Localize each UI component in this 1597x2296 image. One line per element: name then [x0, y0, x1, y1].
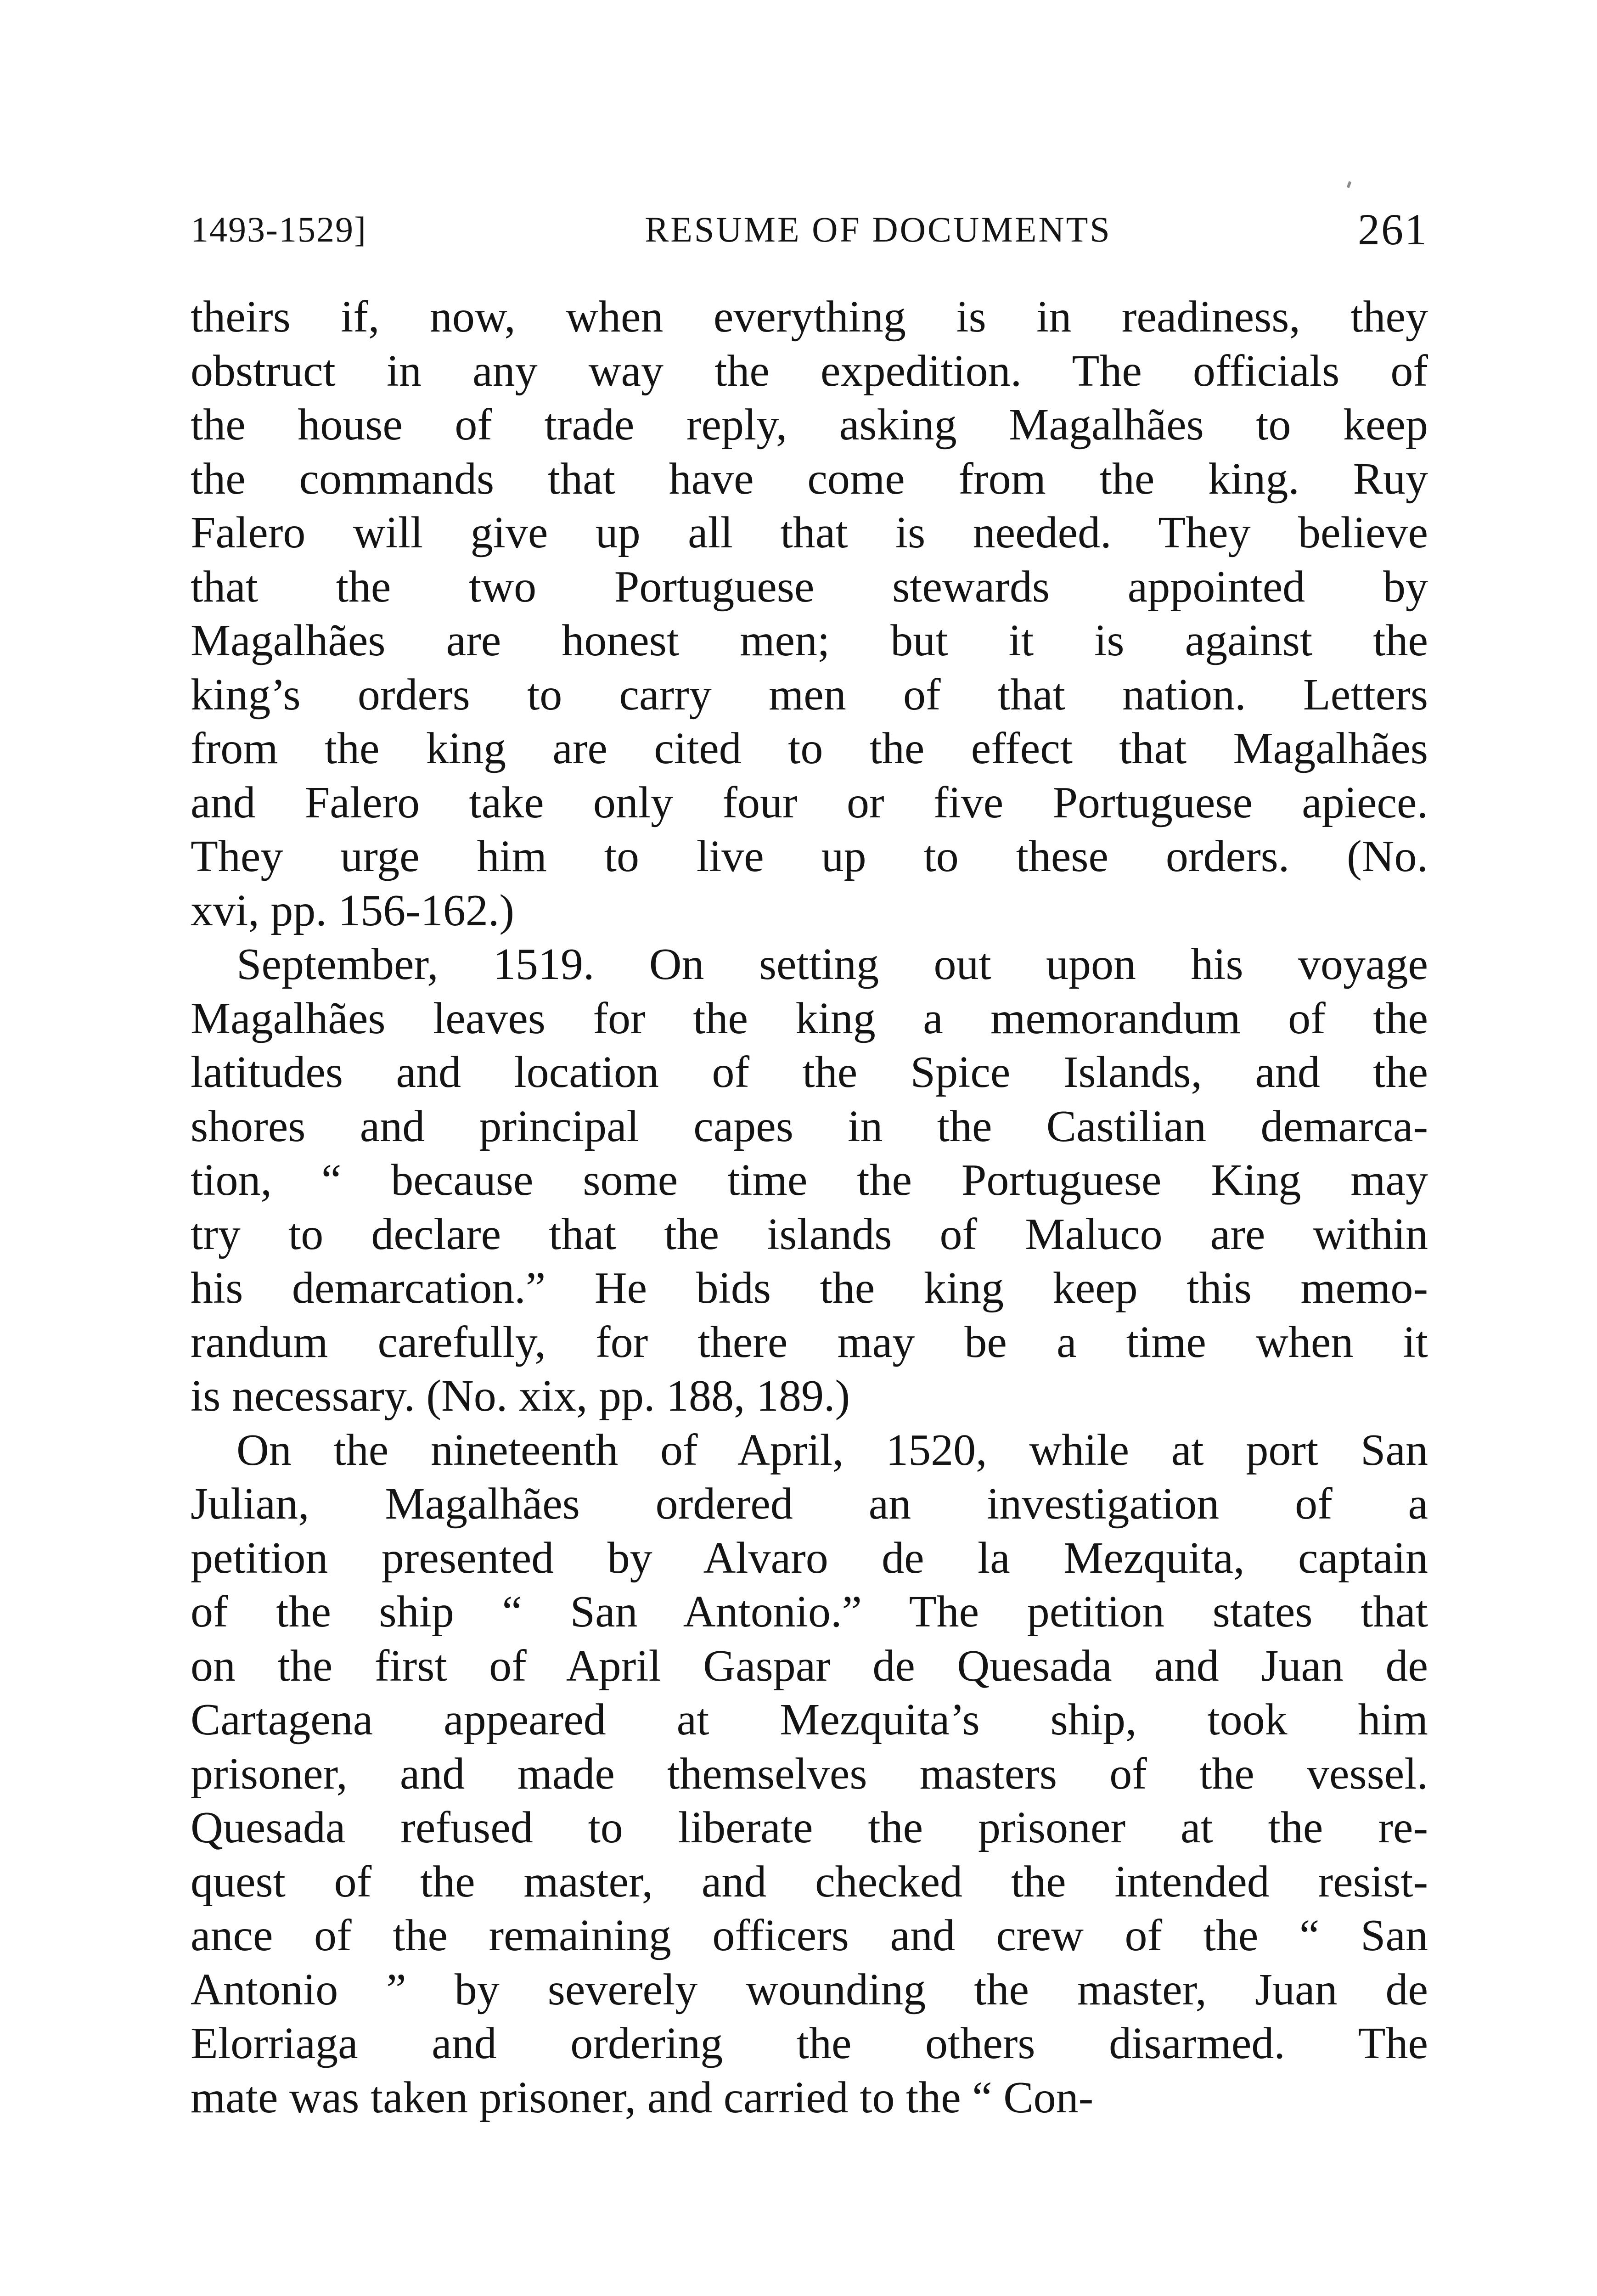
text-line: latitudes and location of the Spice Islands, and the [191, 1047, 1428, 1097]
text-line: his demarcation.” He bids the king keep this memo- [191, 1263, 1428, 1313]
text-line: ance of the remaining officers and crew of the “ San [191, 1911, 1428, 1960]
page-number: 261 [1358, 205, 1428, 254]
text-line: that the two Portuguese stewards appointed by [191, 562, 1428, 612]
text-line: Falero will give up all that is needed. They believe [191, 508, 1428, 557]
text-line: Julian, Magalhães ordered an investigation of a [191, 1479, 1428, 1529]
text-line: Magalhães leaves for the king a memorandum of the [191, 993, 1428, 1043]
running-header [191, 197, 1428, 262]
header-title: RESUME OF DOCUMENTS [645, 209, 1112, 249]
text-line: try to declare that the islands of Maluco are within [191, 1209, 1428, 1259]
text-line: xvi, pp. 156-162.) [191, 885, 514, 935]
header-date-range: 1493-1529] [191, 209, 367, 249]
text-line: and Falero take only four or five Portuguese apiece. [191, 777, 1428, 827]
text-line: On the nineteenth of April, 1520, while at port San [236, 1425, 1428, 1475]
text-line: Quesada refused to liberate the prisoner at the re- [191, 1803, 1428, 1852]
text-line: obstruct in any way the expedition. The officials of [191, 346, 1428, 396]
text-line: Magalhães are honest men; but it is against the [191, 616, 1428, 665]
text-line: the commands that have come from the king. Ruy [191, 454, 1428, 504]
text-line: September, 1519. On setting out upon his voyage [236, 940, 1428, 989]
text-line: the house of trade reply, asking Magalhães to keep [191, 400, 1428, 450]
text-line: tion, “ because some time the Portuguese King may [191, 1155, 1428, 1205]
text-line: of the ship “ San Antonio.” The petition states that [191, 1587, 1428, 1637]
paragraph [191, 938, 1428, 1424]
text-line: king’s orders to carry men of that nation. Letters [191, 670, 1428, 720]
text-line: randum carefully, for there may be a time when it [191, 1317, 1428, 1367]
text-line: theirs if, now, when everything is in readiness, they [191, 292, 1428, 342]
text-line: from the king are cited to the effect that Magalhães [191, 724, 1428, 773]
text-line: petition presented by Alvaro de la Mezquita, captain [191, 1533, 1428, 1583]
text-line: on the first of April Gaspar de Quesada and Juan de [191, 1641, 1428, 1691]
text-line: They urge him to live up to these orders. (No. [191, 832, 1428, 881]
text-line: shores and principal capes in the Castilian demarca- [191, 1101, 1428, 1151]
text-line: is necessary. (No. xix, pp. 188, 189.) [191, 1371, 850, 1421]
stray-mark [1347, 181, 1351, 188]
text-line: quest of the master, and checked the intended resist- [191, 1857, 1428, 1907]
paragraph [191, 1424, 1428, 2125]
text-line: Elorriaga and ordering the others disarmed. The [191, 2019, 1428, 2068]
text-line: prisoner, and made themselves masters of the vessel. [191, 1749, 1428, 1799]
text-line: mate was taken prisoner, and carried to the “ Con- [191, 2072, 1094, 2122]
paragraph [191, 290, 1428, 938]
text-line: Cartagena appeared at Mezquita’s ship, took him [191, 1695, 1428, 1745]
body-text [191, 290, 1428, 2125]
text-line: Antonio ” by severely wounding the master, Juan de [191, 1964, 1428, 2015]
